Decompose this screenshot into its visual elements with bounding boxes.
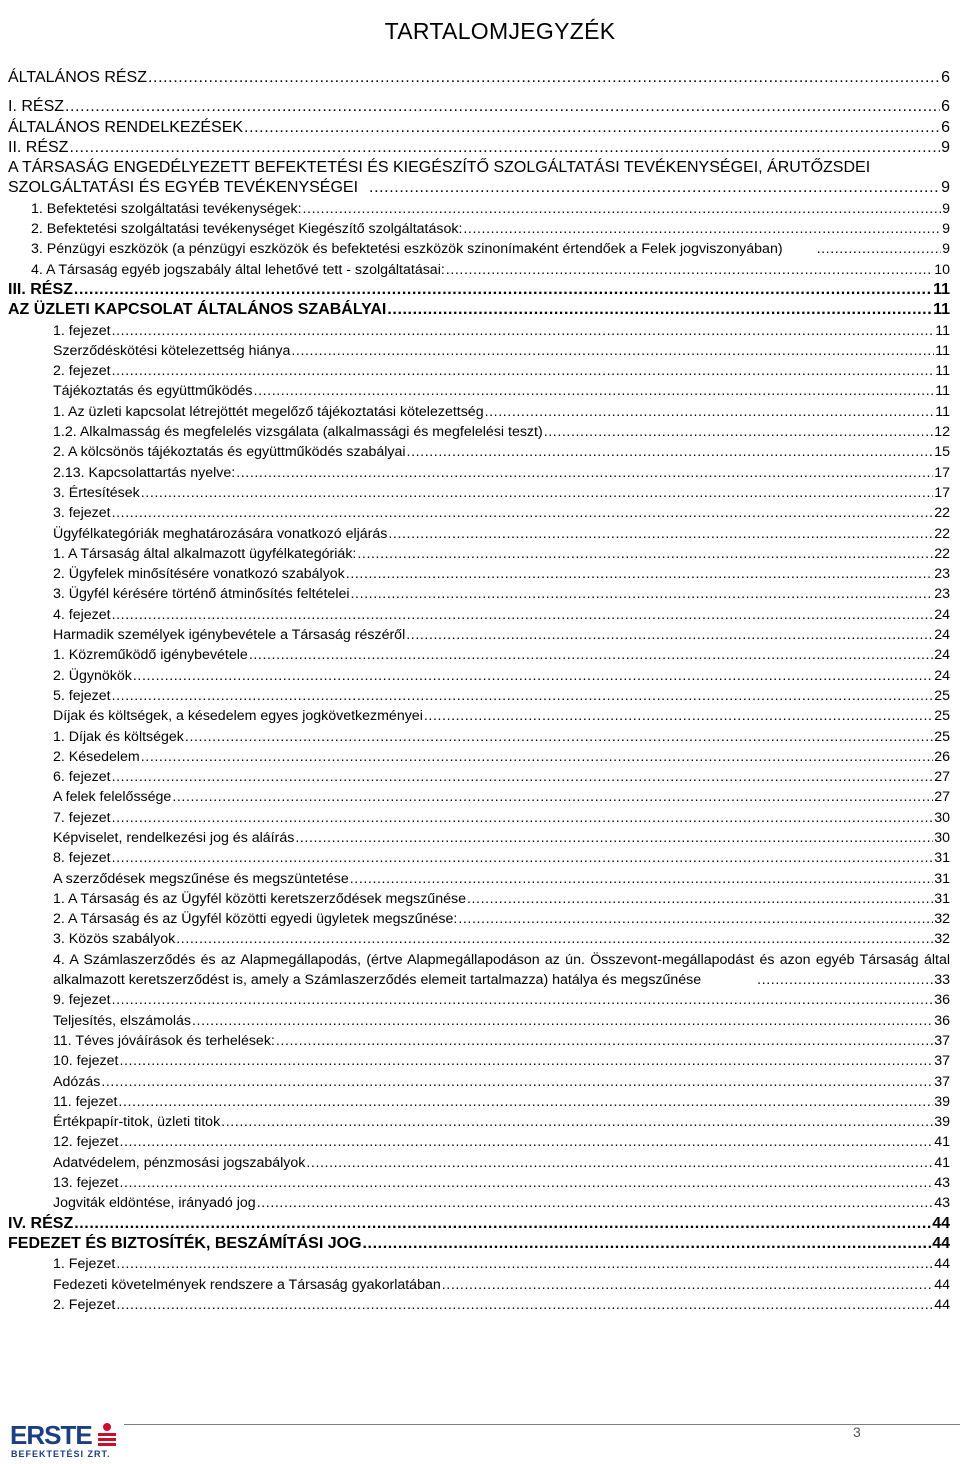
toc-page-number: 9 <box>942 241 950 258</box>
toc-entry-title: 1.2. Alkalmasság és megfelelés vizsgálata (alkalmassági és megfelelési teszt) <box>53 424 543 441</box>
toc-page-number: 9 <box>941 138 950 156</box>
toc-page-number: 11 <box>935 363 950 380</box>
toc-entry[interactable] <box>0 199 960 219</box>
toc-entry-title: A szerződések megszűnése és megszüntetése <box>53 870 349 887</box>
toc-entry-title: 1. Befektetési szolgáltatási tevékenységek: <box>31 200 302 217</box>
toc-entry[interactable] <box>0 686 960 706</box>
toc-page-number: 44 <box>934 1296 950 1313</box>
toc-entry[interactable] <box>0 1214 960 1234</box>
toc-entry[interactable] <box>0 260 960 280</box>
toc-leader-dots <box>74 280 932 300</box>
toc-entry-title: 3. Közös szabályok <box>53 931 176 948</box>
toc-leader-dots <box>119 1173 933 1193</box>
toc-entry-title: 1. fejezet <box>53 322 111 339</box>
toc-page-number: 32 <box>934 931 950 948</box>
toc-entry[interactable] <box>0 706 960 726</box>
toc-entry[interactable] <box>0 1051 960 1071</box>
toc-entry-title: Teljesítés, elszámolás <box>53 1012 191 1029</box>
toc-entry[interactable] <box>0 666 960 686</box>
toc-page-number: 23 <box>934 586 950 603</box>
toc-page-number: 22 <box>934 545 950 562</box>
document-title: TARTALOMJEGYZÉK <box>384 18 616 44</box>
toc-entry-title: Adatvédelem, pénzmosási jogszabályok <box>53 1154 306 1171</box>
toc-page-number: 27 <box>934 789 950 806</box>
toc-page-number: 39 <box>934 1093 950 1110</box>
erste-logo <box>10 1420 120 1460</box>
toc-entry-title: 3. fejezet <box>53 505 111 522</box>
toc-page-number: 25 <box>934 687 950 704</box>
toc-entry[interactable] <box>0 97 960 117</box>
toc-entry[interactable] <box>0 929 960 949</box>
toc-page-number: 22 <box>934 525 950 542</box>
toc-entry[interactable] <box>0 381 960 401</box>
toc-entry[interactable] <box>0 402 960 422</box>
toc-entry-title: 2. Késedelem <box>53 748 140 765</box>
toc-leader-dots <box>116 1295 933 1315</box>
toc-entry-title: ÁLTALÁNOS RÉSZ <box>8 69 147 86</box>
toc-page-number: 6 <box>941 118 950 136</box>
toc-entry[interactable] <box>0 1011 960 1031</box>
toc-page-number: 11 <box>933 280 950 298</box>
toc-leader-dots <box>369 178 940 198</box>
toc-leader-dots <box>221 1112 933 1132</box>
toc-entry-title: 3. Értesítések <box>53 484 140 501</box>
toc-leader-dots <box>119 1051 933 1071</box>
toc-page-number: 27 <box>934 769 950 786</box>
toc-page-number: 25 <box>934 728 950 745</box>
toc-entry-title: AZ ÜZLETI KAPCSOLAT ÁLTALÁNOS SZABÁLYAI <box>8 301 387 319</box>
toc-entry-title: Szerződéskötési kötelezettség hiánya <box>53 342 291 359</box>
toc-entry[interactable] <box>0 828 960 848</box>
toc-entry[interactable] <box>0 239 960 259</box>
table-of-contents <box>0 68 960 1315</box>
toc-leader-dots <box>458 909 933 929</box>
toc-entry[interactable] <box>0 1173 960 1193</box>
toc-leader-dots <box>485 402 935 422</box>
toc-leader-dots <box>346 564 933 584</box>
toc-leader-dots <box>112 361 935 381</box>
toc-entry-title: 8. fejezet <box>53 850 111 867</box>
toc-entry-title: 1. Közreműködő igénybevétele <box>53 647 248 664</box>
toc-entry[interactable] <box>0 1254 960 1274</box>
page-footer <box>0 1400 960 1464</box>
toc-page-number: 24 <box>934 667 950 684</box>
toc-entry-title: 1. A Társaság által alkalmazott ügyfélkategóriák: <box>53 545 357 562</box>
toc-page-number: 6 <box>941 69 950 86</box>
toc-entry[interactable] <box>0 361 960 381</box>
toc-entry[interactable] <box>0 645 960 665</box>
toc-leader-dots <box>357 544 933 564</box>
toc-entry-title: IV. RÉSZ <box>8 1214 74 1232</box>
toc-entry[interactable] <box>0 990 960 1010</box>
toc-entry[interactable] <box>0 1234 960 1254</box>
toc-page-number: 32 <box>934 911 950 928</box>
toc-entry[interactable] <box>0 950 960 991</box>
toc-entry[interactable] <box>0 1092 960 1112</box>
toc-leader-dots <box>172 787 933 807</box>
toc-entry-title: 11. Téves jóváírások és terhelések: <box>53 1032 275 1049</box>
toc-page-number: 41 <box>934 1134 950 1151</box>
toc-entry-title: 6. fejezet <box>53 769 111 786</box>
toc-entry[interactable] <box>0 300 960 320</box>
toc-entry-title: 1. Díjak és költségek <box>53 728 184 745</box>
toc-leader-dots <box>406 625 933 645</box>
toc-entry[interactable] <box>0 321 960 341</box>
toc-entry-title: 2. Ügyfelek minősítésére vonatkozó szabályok <box>53 566 345 583</box>
toc-leader-dots <box>363 1234 932 1254</box>
toc-entry[interactable] <box>0 625 960 645</box>
toc-page-number: 30 <box>934 829 950 846</box>
toc-page-number: 17 <box>934 484 950 501</box>
toc-entry-title: 2. Befektetési szolgáltatási tevékenységet Kiegészítő szolgáltatások: <box>31 221 463 238</box>
toc-entry-title: I. RÉSZ <box>8 98 65 116</box>
toc-entry[interactable] <box>0 1193 960 1213</box>
toc-entry-title: Jogviták eldöntése, irányadó jog <box>53 1195 256 1212</box>
toc-page-number: 25 <box>934 708 950 725</box>
toc-entry[interactable] <box>0 1132 960 1152</box>
toc-page-number: 37 <box>934 1032 950 1049</box>
toc-page-number: 23 <box>934 566 950 583</box>
toc-leader-dots <box>112 848 934 868</box>
toc-entry[interactable] <box>0 341 960 361</box>
toc-page-number: 22 <box>934 505 950 522</box>
toc-leader-dots <box>424 706 933 726</box>
toc-leader-dots <box>112 321 935 341</box>
toc-entry[interactable] <box>0 787 960 807</box>
toc-entry-title: 5. fejezet <box>53 687 111 704</box>
toc-entry[interactable] <box>0 909 960 929</box>
toc-entry[interactable] <box>0 605 960 625</box>
toc-entry[interactable] <box>0 280 960 300</box>
toc-leader-dots <box>387 300 932 320</box>
toc-entry[interactable] <box>0 564 960 584</box>
toc-entry-title: Harmadik személyek igénybevétele a Társaság részéről <box>53 627 406 644</box>
toc-entry-title: 2. Fejezet <box>53 1296 116 1313</box>
toc-entry[interactable] <box>0 584 960 604</box>
toc-leader-dots <box>118 1092 933 1112</box>
toc-entry-title: 2.13. Kapcsolattartás nyelve: <box>53 464 236 481</box>
toc-entry[interactable] <box>0 463 960 483</box>
toc-page-number: 44 <box>932 1214 950 1232</box>
toc-entry[interactable] <box>0 544 960 564</box>
toc-entry-title: 3. Pénzügyi eszközök (a pénzügyi eszközök és befektetési eszközök szinonímaként értendőek a Felek jogviszonyában) <box>31 241 783 258</box>
toc-entry[interactable] <box>0 118 960 138</box>
page-number: 3 <box>853 1424 861 1440</box>
toc-leader-dots <box>112 808 934 828</box>
toc-leader-dots <box>112 990 934 1010</box>
toc-entry-title: 9. fejezet <box>53 992 111 1009</box>
toc-entry-title: 2. fejezet <box>53 363 111 380</box>
toc-entry-title: Képviselet, rendelkezési jog és aláírás <box>53 829 295 846</box>
toc-leader-dots <box>249 645 933 665</box>
toc-page-number: 9 <box>942 221 950 238</box>
toc-page-number: 26 <box>934 748 950 765</box>
toc-leader-dots <box>141 747 933 767</box>
toc-leader-dots <box>295 828 933 848</box>
toc-entry-title: Tájékoztatás és együttműködés <box>53 383 253 400</box>
toc-entry-title: 1. A Társaság és az Ügyfél közötti keretszerződések megszűnése <box>53 890 466 907</box>
toc-page-number: 31 <box>934 850 950 867</box>
toc-entry-title: 1. Az üzleti kapcsolat létrejöttét megelőző tájékoztatási kötelezettség <box>53 403 484 420</box>
toc-page-number: 15 <box>934 444 950 461</box>
toc-leader-dots <box>757 970 933 990</box>
toc-leader-dots <box>112 767 934 787</box>
toc-leader-dots <box>65 97 940 117</box>
toc-page-number: 37 <box>934 1073 950 1090</box>
toc-leader-dots <box>350 869 933 889</box>
logo-wordmark: ERSTE <box>10 1420 92 1450</box>
toc-leader-dots <box>112 686 934 706</box>
toc-page-number: 44 <box>934 1276 950 1293</box>
toc-leader-dots <box>407 442 934 462</box>
toc-page-number: 31 <box>934 870 950 887</box>
toc-entry-title: 2. Ügynökök <box>53 667 132 684</box>
footer-divider <box>124 1424 960 1425</box>
toc-entry-title: ÁLTALÁNOS RENDELKEZÉSEK <box>8 118 244 136</box>
toc-entry-title: 11. fejezet <box>53 1093 118 1110</box>
toc-page-number: 44 <box>934 1256 950 1273</box>
toc-page-number: 33 <box>934 972 950 989</box>
toc-entry[interactable] <box>0 767 960 787</box>
toc-leader-dots <box>544 422 934 442</box>
toc-leader-dots <box>446 260 933 280</box>
toc-leader-dots <box>244 118 940 138</box>
toc-entry-title: Díjak és költségek, a késedelem egyes jogkövetkezményei <box>53 708 423 725</box>
toc-page-number: 39 <box>934 1114 950 1131</box>
toc-entry-title: II. RÉSZ <box>8 138 69 156</box>
toc-entry[interactable] <box>0 219 960 239</box>
toc-entry[interactable] <box>0 503 960 523</box>
toc-entry[interactable] <box>0 848 960 868</box>
toc-entry-title: Adózás <box>53 1073 101 1090</box>
toc-page-number: 43 <box>934 1195 950 1212</box>
toc-entry[interactable] <box>0 524 960 544</box>
toc-page-number: 43 <box>934 1175 950 1192</box>
toc-leader-dots <box>276 1031 933 1051</box>
toc-entry-title: 10. fejezet <box>53 1053 119 1070</box>
toc-page-number: 24 <box>934 627 950 644</box>
toc-page-number: 41 <box>934 1154 950 1171</box>
toc-page-number: 36 <box>934 992 950 1009</box>
toc-page-number: 17 <box>934 464 950 481</box>
toc-entry[interactable] <box>0 727 960 747</box>
toc-entry-title: 2. A kölcsönös tájékoztatás és együttműködés szabályai <box>53 444 406 461</box>
toc-entry[interactable] <box>0 442 960 462</box>
toc-page-number: 24 <box>934 606 950 623</box>
toc-leader-dots <box>112 605 934 625</box>
toc-leader-dots <box>141 483 933 503</box>
toc-entry-title: 4. A Számlaszerződés és az Alapmegállapodás, (értve Alapmegállapodáson az ún. Összevont-megállapodást és azon egyéb Társaság által alkalmazott keretszerződést is, amely a Számlaszerződés elemeit tartalmazza) hatálya és megszűnése <box>53 951 950 989</box>
toc-leader-dots <box>817 239 942 259</box>
toc-leader-dots <box>119 1132 933 1152</box>
toc-page-number: 12 <box>934 424 950 441</box>
toc-leader-dots <box>442 1275 933 1295</box>
toc-page-number: 6 <box>941 98 950 116</box>
toc-leader-dots <box>74 1214 931 1234</box>
toc-entry[interactable] <box>0 1072 960 1092</box>
toc-leader-dots <box>254 381 935 401</box>
toc-entry-title: 7. fejezet <box>53 809 111 826</box>
toc-page-number: 37 <box>934 1053 950 1070</box>
toc-entry[interactable] <box>0 1275 960 1295</box>
toc-page-number: 11 <box>935 403 950 420</box>
toc-entry-title: Fedezeti követelmények rendszere a Társaság gyakorlatában <box>53 1276 441 1293</box>
toc-entry-title: 4. fejezet <box>53 606 111 623</box>
toc-entry[interactable] <box>0 1031 960 1051</box>
toc-page-number: 9 <box>942 200 950 217</box>
toc-entry-title: Értékpapír-titok, üzleti titok <box>53 1114 221 1131</box>
toc-entry[interactable] <box>0 1295 960 1315</box>
toc-entry-title: FEDEZET ÉS BIZTOSÍTÉK, BESZÁMÍTÁSI JOG <box>8 1234 362 1252</box>
toc-entry[interactable] <box>0 158 960 199</box>
toc-leader-dots <box>467 889 933 909</box>
toc-page-number: 10 <box>934 261 950 278</box>
toc-entry-title: 12. fejezet <box>53 1134 119 1151</box>
toc-entry-title: 3. Ügyfél kérésére történő átminősítés feltételei <box>53 586 350 603</box>
toc-entry[interactable] <box>0 483 960 503</box>
toc-entry[interactable] <box>0 68 960 88</box>
toc-leader-dots <box>257 1193 934 1213</box>
toc-page-number: 36 <box>934 1012 950 1029</box>
toc-entry[interactable] <box>0 1112 960 1132</box>
toc-leader-dots <box>133 666 933 686</box>
toc-leader-dots <box>463 219 941 239</box>
toc-entry[interactable] <box>0 1153 960 1173</box>
toc-entry-title: III. RÉSZ <box>8 280 73 298</box>
toc-entry[interactable] <box>0 808 960 828</box>
toc-entry[interactable] <box>0 422 960 442</box>
toc-leader-dots <box>185 727 933 747</box>
toc-entry-title: 1. Fejezet <box>53 1256 116 1273</box>
toc-leader-dots <box>291 341 934 361</box>
toc-leader-dots <box>306 1153 933 1173</box>
toc-entry-title: A TÁRSASÁG ENGEDÉLYEZETT BEFEKTETÉSI ÉS KIEGÉSZÍTŐ SZOLGÁLTATÁSI TEVÉKENYSÉGEI, ÁRUTŐZSDEI SZOLGÁLTATÁSI ÉS EGYÉB TEVÉKENYSÉGEI <box>8 159 871 197</box>
logo-subtitle: BEFEKTETÉSI ZRT. <box>11 1449 111 1459</box>
toc-leader-dots <box>236 463 933 483</box>
toc-entry-title: 13. fejezet <box>53 1175 119 1192</box>
toc-entry[interactable] <box>0 869 960 889</box>
toc-page-number: 11 <box>935 322 950 339</box>
toc-leader-dots <box>176 929 933 949</box>
toc-leader-dots <box>116 1254 933 1274</box>
toc-entry-title: Ügyfélkategóriák meghatározására vonatkozó eljárás <box>53 525 388 542</box>
toc-entry-title: 4. A Társaság egyéb jogszabály által lehetővé tett - szolgáltatásai: <box>31 261 445 278</box>
toc-page-number: 11 <box>935 383 950 400</box>
toc-entry[interactable] <box>0 747 960 767</box>
toc-leader-dots <box>351 584 934 604</box>
toc-leader-dots <box>101 1072 933 1092</box>
erste-mark-icon <box>96 1422 118 1450</box>
toc-leader-dots <box>388 524 933 544</box>
toc-page-number: 11 <box>935 342 950 359</box>
toc-page-number: 30 <box>934 809 950 826</box>
toc-entry-title: 2. A Társaság és az Ügyfél közötti egyedi ügyletek megszűnése: <box>53 911 458 928</box>
toc-entry[interactable] <box>0 138 960 158</box>
toc-page-number: 11 <box>933 301 950 319</box>
toc-page-number: 24 <box>934 647 950 664</box>
toc-leader-dots <box>192 1011 933 1031</box>
toc-leader-dots <box>112 503 934 523</box>
toc-page-number: 31 <box>934 890 950 907</box>
toc-leader-dots <box>148 68 940 88</box>
toc-entry[interactable] <box>0 889 960 909</box>
toc-page-number: 44 <box>932 1234 950 1252</box>
toc-page-number: 9 <box>941 179 950 197</box>
toc-entry-title: A felek felelőssége <box>53 789 172 806</box>
toc-leader-dots <box>303 199 942 219</box>
toc-leader-dots <box>69 138 940 158</box>
